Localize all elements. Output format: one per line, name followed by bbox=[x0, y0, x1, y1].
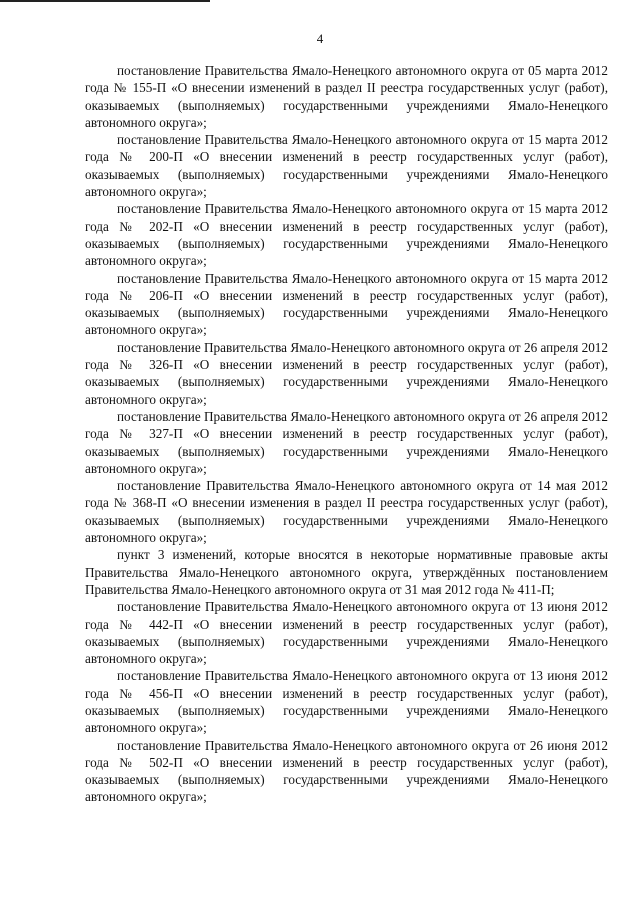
paragraph: постановление Правительства Ямало-Ненецкого автономного округа от 26 июня 2012 года № 502-П «О внесении изменений в реестр государственных услуг (работ), оказываемых (выполняемых) государственными учреждениями Ямало-Ненецкого автономного округа»; bbox=[85, 737, 608, 805]
paragraph: постановление Правительства Ямало-Ненецкого автономного округа от 26 апреля 2012 года № 327-П «О внесении изменений в реестр государственных услуг (работ), оказываемых (выполняемых) государственными учреждениями Ямало-Ненецкого автономного округа»; bbox=[85, 408, 608, 476]
paragraph: постановление Правительства Ямало-Ненецкого автономного округа от 13 июня 2012 года № 442-П «О внесении изменений в реестр государственных услуг (работ), оказываемых (выполняемых) государственными учреждениями Ямало-Ненецкого автономного округа»; bbox=[85, 599, 608, 667]
paragraph: постановление Правительства Ямало-Ненецкого автономного округа от 14 мая 2012 года № 368-П «О внесении изменения в раздел II реестра государственных услуг (работ), оказываемых (выполняемых) государственными учреждениями Ямало-Ненецкого автономного округа»; bbox=[85, 478, 608, 546]
paragraph: постановление Правительства Ямало-Ненецкого автономного округа от 05 марта 2012 года № 155-П «О внесении изменений в раздел II реестра государственных услуг (работ), оказываемых (выполняемых) государственными учреждениями Ямало-Ненецкого автономного округа»; bbox=[85, 63, 608, 130]
paragraph: постановление Правительства Ямало-Ненецкого автономного округа от 15 марта 2012 года № 202-П «О внесении изменений в реестр государственных услуг (работ), оказываемых (выполняемых) государственными учреждениями Ямало-Ненецкого автономного округа»; bbox=[85, 201, 608, 269]
scan-edge-line bbox=[0, 0, 210, 2]
paragraph: постановление Правительства Ямало-Ненецкого автономного округа от 15 марта 2012 года № 200-П «О внесении изменений в реестр государственных услуг (работ), оказываемых (выполняемых) государственными учреждениями Ямало-Ненецкого автономного округа»; bbox=[85, 132, 608, 200]
paragraph: постановление Правительства Ямало-Ненецкого автономного округа от 26 апреля 2012 года № 326-П «О внесении изменений в реестр государственных услуг (работ), оказываемых (выполняемых) государственными учреждениями Ямало-Ненецкого автономного округа»; bbox=[85, 339, 608, 407]
document-body bbox=[85, 62, 608, 806]
paragraph: пункт 3 изменений, которые вносятся в некоторые нормативные правовые акты Правительства Ямало-Ненецкого автономного округа, утверждённых постановлением Правительства Ямало-Ненецкого автономного округа от 31 мая 2012 года № 411-П; bbox=[85, 547, 608, 597]
page-number: 4 bbox=[316, 31, 324, 46]
paragraph: постановление Правительства Ямало-Ненецкого автономного округа от 15 марта 2012 года № 206-П «О внесении изменений в реестр государственных услуг (работ), оказываемых (выполняемых) государственными учреждениями Ямало-Ненецкого автономного округа»; bbox=[85, 270, 608, 338]
paragraph: постановление Правительства Ямало-Ненецкого автономного округа от 13 июня 2012 года № 456-П «О внесении изменений в реестр государственных услуг (работ), оказываемых (выполняемых) государственными учреждениями Ямало-Ненецкого автономного округа»; bbox=[85, 668, 608, 736]
